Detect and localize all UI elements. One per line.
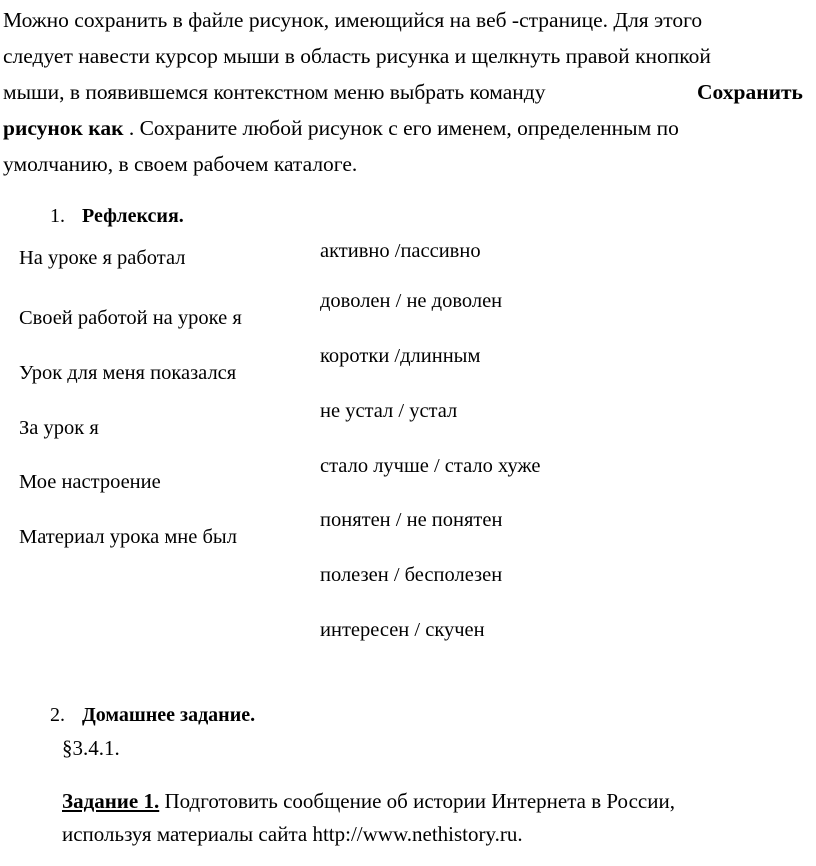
reflection-options-1: активно /пассивно (320, 240, 481, 262)
section-2-number: 2. (50, 704, 65, 726)
homework-paragraph: §3.4.1. (62, 736, 120, 760)
reflection-label-3: Урок для меня показался (19, 362, 237, 384)
intro-line-3-text: мыши, в появившемся контекстном меню выбрать команду (3, 80, 546, 104)
reflection-options-5: стало лучше / стало хуже (320, 455, 541, 477)
reflection-options-6: понятен / не понятен (320, 509, 503, 531)
intro-line-1: Можно сохранить в файле рисунок, имеющийся на веб -странице. Для этого (3, 8, 703, 32)
reflection-label-6: Материал урока мне был (19, 526, 237, 548)
reflection-label-1: На уроке я работал (19, 247, 186, 269)
reflection-options-4: не устал / устал (320, 400, 458, 422)
section-1-number: 1. (50, 205, 65, 227)
intro-line-4 (3, 110, 679, 146)
task-1-text: Подготовить сообщение об истории Интернета в России, (159, 789, 675, 813)
section-1-heading: Рефлексия. (82, 205, 184, 227)
task-1-line-1 (62, 789, 675, 814)
reflection-options-2: доволен / не доволен (320, 290, 503, 312)
reflection-extra-option-1: полезен / бесполезен (320, 564, 503, 586)
intro-line-5: умолчанию, в своем рабочем каталоге. (3, 152, 358, 176)
command-name-part-1-text: Сохранить (697, 80, 803, 104)
command-name-part-2: рисунок как (3, 116, 124, 140)
intro-line-2: следует навести курсор мыши в область рисунка и щелкнуть правой кнопкой (3, 44, 711, 68)
reflection-label-2: Своей работой на уроке я (19, 307, 242, 329)
reflection-label-4: За урок я (19, 417, 99, 439)
section-2-heading: Домашнее задание. (82, 704, 256, 726)
task-1-label: Задание 1. (62, 789, 160, 813)
command-name-part-1 (697, 74, 803, 110)
intro-line-4-text: . Сохраните любой рисунок с его именем, определенным по (128, 116, 679, 140)
reflection-options-3: коротки /длинным (320, 345, 481, 367)
intro-line-3 (3, 74, 546, 110)
reflection-label-5: Мое настроение (19, 471, 161, 493)
task-1-line-2: используя материалы сайта http://www.nethistory.ru. (62, 822, 523, 846)
reflection-extra-option-2: интересен / скучен (320, 619, 485, 641)
